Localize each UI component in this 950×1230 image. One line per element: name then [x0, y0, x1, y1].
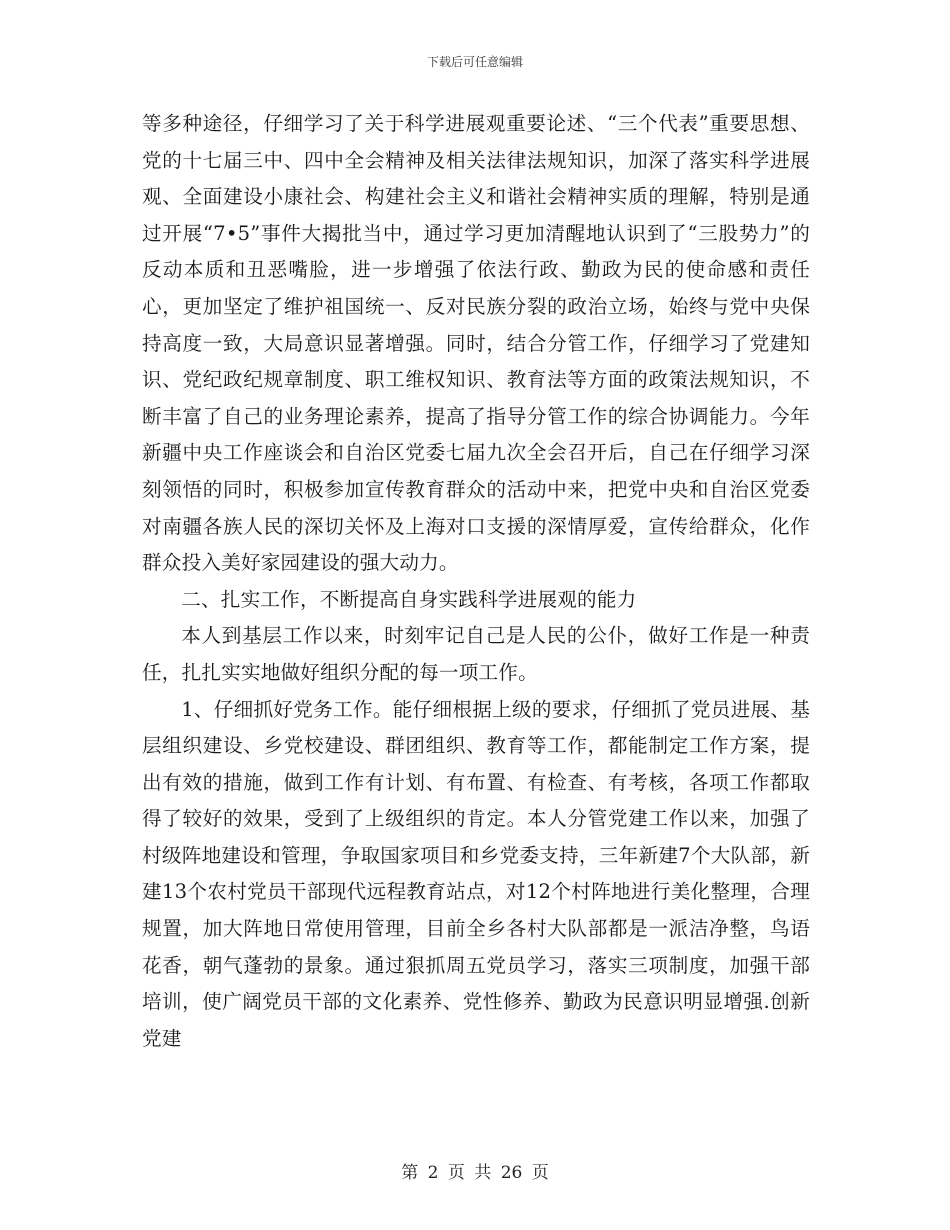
page-header: 下载后可任意编辑	[426, 55, 523, 69]
body-paragraph: 1、仔细抓好党务工作。能仔细根据上级的要求，仔细抓了党员进展、基层组织建设、乡党校建设、群团组织、教育等工作，都能制定工作方案，提出有效的措施，做到工作有计划、有布置、有检查、有考核，各项工作都取得了较好的效果，受到了上级组织的肯定。本人分管党建工作以来，加强了村级阵地建设和管理，争取国家项目和乡党委支持，三年新建7个大队部，新建13个农村党员干部现代远程教育站点，对12个村阵地进行美化整理，合理规置，加大阵地日常使用管理，目前全乡各村大队部都是一派洁净整，鸟语花香，朝气蓬勃的景象。通过狠抓周五党员学习，落实三项制度，加强干部培训，使广阔党员干部的文化素养、党性修养、勤政为民意识明显增强.创新党建	[142, 697, 810, 1050]
page-number-footer: 第 2 页 共 26 页	[401, 1163, 549, 1183]
document-body	[142, 106, 810, 1057]
body-paragraph: 本人到基层工作以来，时刻牢记自己是人民的公仆，做好工作是一种责任，扎扎实实地做好组织分配的每一项工作。	[142, 624, 810, 684]
section-heading: 二、扎实工作，不断提高自身实践科学进展观的能力	[181, 587, 637, 611]
body-paragraph: 等多种途径，仔细学习了关于科学进展观重要论述、“三个代表”重要思想、党的十七届三中、四中全会精神及相关法律法规知识，加深了落实科学进展观、全面建设小康社会、构建社会主义和谐社会精神实质的理解，特别是通过开展“7•5”事件大揭批当中，通过学习更加清醒地认识到了“三股势力”的反动本质和丑恶嘴脸，进一步增强了依法行政、勤政为民的使命感和责任心，更加坚定了维护祖国统一、反对民族分裂的政治立场，始终与党中央保持高度一致，大局意识显著增强。同时，结合分管工作，仔细学习了党建知识、党纪政纪规章制度、职工维权知识、教育法等方面的政策法规知识，不断丰富了自己的业务理论素养，提高了指导分管工作的综合协调能力。今年新疆中央工作座谈会和自治区党委七届九次全会召开后，自己在仔细学习深刻领悟的同时，积极参加宣传教育群众的活动中来，把党中央和自治区党委对南疆各族人民的深切关怀及上海对口支援的深情厚爱，宣传给群众，化作群众投入美好家园建设的强大动力。	[142, 112, 810, 575]
